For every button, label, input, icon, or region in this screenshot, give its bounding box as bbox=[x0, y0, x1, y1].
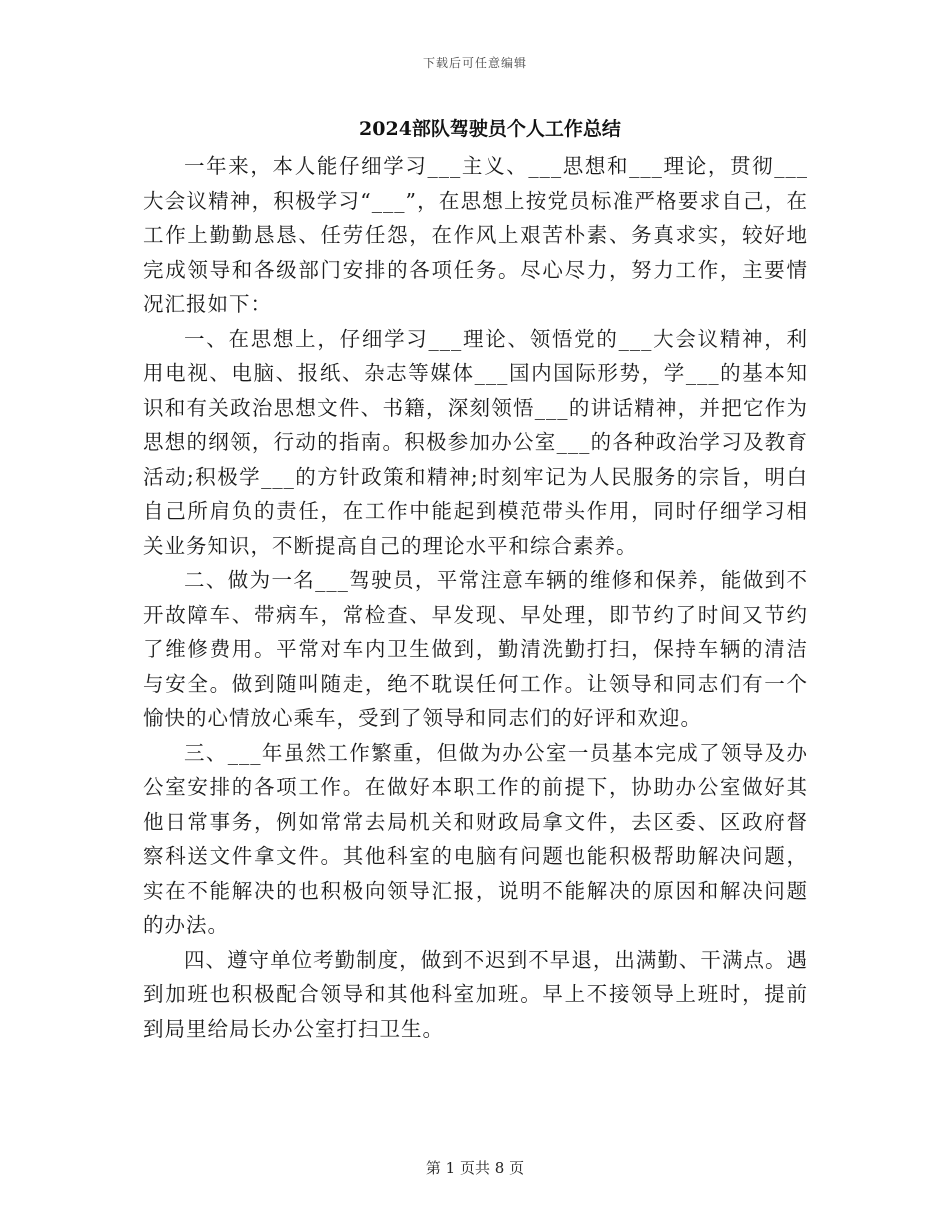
header-note: 下载后可任意编辑 bbox=[422, 56, 527, 70]
page-number: 第 1 页共 8 页 bbox=[425, 1159, 525, 1177]
paragraph-intro: 一年来，本人能仔细学习___主义、___思想和___理论，贯彻___大会议精神，积极学习“___”，在思想上按党员标准严格要求自己，在工作上勤勤恳恳、任劳任怨，在作风上艰苦朴素、务真求实，较好地完成领导和各级部门安排的各项任务。尽心尽力，努力工作，主要情况汇报如下： bbox=[143, 154, 808, 316]
paragraph-3: 三、___年虽然工作繁重，但做为办公室一员基本完成了领导及办公室安排的各项工作。在做好本职工作的前提下，协助办公室做好其他日常事务，例如常常去局机关和财政局拿文件，去区委、区政府督察科送文件拿文件。其他科室的电脑有问题也能积极帮助解决问题，实在不能解决的也积极向领导汇报，说明不能解决的原因和解决问题的办法。 bbox=[143, 740, 808, 937]
paragraph-2: 二、做为一名___驾驶员，平常注意车辆的维修和保养，能做到不开故障车、带病车，常检查、早发现、早处理，即节约了时间又节约了维修费用。平常对车内卫生做到，勤清洗勤打扫，保持车辆的清洁与安全。做到随叫随走，绝不耽误任何工作。让领导和同志们有一个愉快的心情放心乘车，受到了领导和同志们的好评和欢迎。 bbox=[143, 568, 808, 730]
paragraph-1: 一、在思想上，仔细学习___理论、领悟党的___大会议精神，利用电视、电脑、报纸、杂志等媒体___国内国际形势，学___的基本知识和有关政治思想文件、书籍，深刻领悟___的讲话精神，并把它作为思想的纲领，行动的指南。积极参加办公室___的各种政治学习及教育活动;积极学___的方针政策和精神;时刻牢记为人民服务的宗旨，明白自己所肩负的责任，在工作中能起到模范带头作用，同时仔细学习相关业务知识，不断提高自己的理论水平和综合素养。 bbox=[143, 326, 808, 558]
document-body bbox=[143, 149, 808, 1046]
paragraph-4: 四、遵守单位考勤制度，做到不迟到不早退，出满勤、干满点。遇到加班也积极配合领导和其他科室加班。早上不接领导上班时，提前到局里给局长办公室打扫卫生。 bbox=[143, 947, 808, 1041]
document-title: 2024部队驾驶员个人工作总结 bbox=[359, 118, 621, 140]
